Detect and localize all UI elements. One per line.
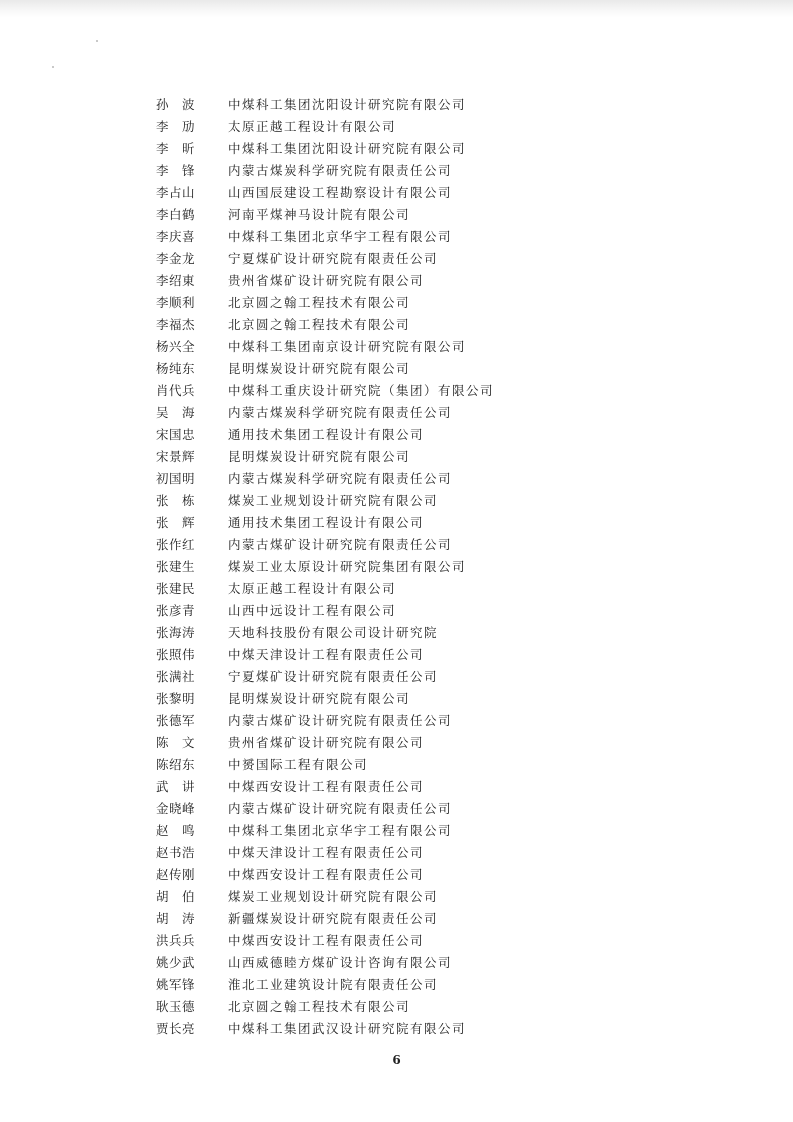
organization: 贵州省煤矿设计研究院有限公司	[228, 273, 425, 288]
list-item	[156, 555, 494, 577]
list-item	[156, 577, 494, 599]
person-name: 赵 鸣	[156, 823, 196, 838]
organization: 山西威德睦方煤矿设计咨询有限公司	[228, 955, 453, 970]
person-name: 孙 波	[156, 97, 196, 112]
organization: 内蒙古煤矿设计研究院有限责任公司	[228, 713, 453, 728]
person-name: 张黎明	[156, 691, 196, 706]
person-name: 李占山	[156, 185, 196, 200]
organization: 贵州省煤矿设计研究院有限公司	[228, 735, 425, 750]
organization: 河南平煤神马设计院有限公司	[228, 207, 411, 222]
person-name: 张德军	[156, 713, 196, 728]
list-item	[156, 423, 494, 445]
organization: 山西国辰建设工程勘察设计有限公司	[228, 185, 453, 200]
list-item	[156, 775, 494, 797]
expert-list	[156, 93, 494, 1039]
person-name: 张建民	[156, 581, 196, 596]
list-item	[156, 203, 494, 225]
scan-speck	[96, 40, 98, 42]
person-name: 杨纯东	[156, 361, 196, 376]
list-item	[156, 291, 494, 313]
list-item	[156, 1017, 494, 1039]
person-name: 胡 涛	[156, 911, 196, 926]
organization: 煤炭工业太原设计研究院集团有限公司	[228, 559, 467, 574]
person-name: 李福杰	[156, 317, 196, 332]
list-item	[156, 973, 494, 995]
list-item	[156, 709, 494, 731]
list-item	[156, 907, 494, 929]
organization: 昆明煤炭设计研究院有限公司	[228, 361, 411, 376]
list-item	[156, 533, 494, 555]
organization: 煤炭工业规划设计研究院有限公司	[228, 493, 439, 508]
person-name: 李庆喜	[156, 229, 196, 244]
organization: 通用技术集团工程设计有限公司	[228, 427, 425, 442]
list-item	[156, 137, 494, 159]
organization: 北京圆之翰工程技术有限公司	[228, 999, 411, 1014]
list-item	[156, 731, 494, 753]
person-name: 赵书浩	[156, 845, 196, 860]
organization: 内蒙古煤炭科学研究院有限责任公司	[228, 163, 453, 178]
person-name: 宋景辉	[156, 449, 196, 464]
list-item	[156, 269, 494, 291]
person-name: 张海涛	[156, 625, 196, 640]
person-name: 李绍東	[156, 273, 196, 288]
organization: 中煤科工重庆设计研究院（集团）有限公司	[228, 383, 495, 398]
organization: 新疆煤炭设计研究院有限责任公司	[228, 911, 439, 926]
list-item	[156, 335, 494, 357]
list-item	[156, 841, 494, 863]
organization: 宁夏煤矿设计研究院有限责任公司	[228, 251, 439, 266]
list-item	[156, 599, 494, 621]
list-item	[156, 621, 494, 643]
page-number: 6	[392, 1053, 401, 1067]
organization: 中煤天津设计工程有限责任公司	[228, 845, 425, 860]
scan-speck	[52, 66, 54, 68]
person-name: 李金龙	[156, 251, 196, 266]
list-item	[156, 247, 494, 269]
person-name: 李 劢	[156, 119, 196, 134]
list-item	[156, 467, 494, 489]
list-item	[156, 797, 494, 819]
list-item	[156, 665, 494, 687]
organization: 通用技术集团工程设计有限公司	[228, 515, 425, 530]
organization: 内蒙古煤矿设计研究院有限责任公司	[228, 537, 453, 552]
person-name: 贾长亮	[156, 1021, 196, 1036]
person-name: 陈绍东	[156, 757, 196, 772]
organization: 中煤科工集团北京华宇工程有限公司	[228, 229, 453, 244]
person-name: 张建生	[156, 559, 196, 574]
organization: 中煤西安设计工程有限责任公司	[228, 779, 425, 794]
organization: 太原正越工程设计有限公司	[228, 119, 397, 134]
organization: 内蒙古煤矿设计研究院有限责任公司	[228, 801, 453, 816]
list-item	[156, 115, 494, 137]
list-item	[156, 819, 494, 841]
person-name: 吴 海	[156, 405, 196, 420]
organization: 中煤西安设计工程有限责任公司	[228, 867, 425, 882]
list-item	[156, 643, 494, 665]
list-item	[156, 357, 494, 379]
organization: 宁夏煤矿设计研究院有限责任公司	[228, 669, 439, 684]
organization: 中赟国际工程有限公司	[228, 757, 369, 772]
list-item	[156, 995, 494, 1017]
list-item	[156, 181, 494, 203]
person-name: 张 栋	[156, 493, 196, 508]
organization: 中煤天津设计工程有限责任公司	[228, 647, 425, 662]
organization: 中煤科工集团武汉设计研究院有限公司	[228, 1021, 467, 1036]
person-name: 李 昕	[156, 141, 196, 156]
list-item	[156, 951, 494, 973]
list-item	[156, 313, 494, 335]
organization: 天地科技股份有限公司设计研究院	[228, 625, 439, 640]
list-item	[156, 159, 494, 181]
list-item	[156, 929, 494, 951]
person-name: 姚军锋	[156, 977, 196, 992]
organization: 内蒙古煤炭科学研究院有限责任公司	[228, 471, 453, 486]
list-item	[156, 225, 494, 247]
person-name: 张满社	[156, 669, 196, 684]
person-name: 张彦青	[156, 603, 196, 618]
person-name: 赵传刚	[156, 867, 196, 882]
person-name: 李白鹤	[156, 207, 196, 222]
list-item	[156, 687, 494, 709]
organization: 中煤科工集团南京设计研究院有限公司	[228, 339, 467, 354]
list-item	[156, 863, 494, 885]
organization: 中煤科工集团北京华宇工程有限公司	[228, 823, 453, 838]
person-name: 张 辉	[156, 515, 196, 530]
person-name: 肖代兵	[156, 383, 196, 398]
organization: 淮北工业建筑设计院有限责任公司	[228, 977, 439, 992]
list-item	[156, 401, 494, 423]
organization: 昆明煤炭设计研究院有限公司	[228, 449, 411, 464]
organization: 太原正越工程设计有限公司	[228, 581, 397, 596]
person-name: 耿玉德	[156, 999, 196, 1014]
person-name: 姚少武	[156, 955, 196, 970]
list-item	[156, 511, 494, 533]
organization: 中煤西安设计工程有限责任公司	[228, 933, 425, 948]
list-item	[156, 753, 494, 775]
person-name: 张作红	[156, 537, 196, 552]
person-name: 宋国忠	[156, 427, 196, 442]
organization: 中煤科工集团沈阳设计研究院有限公司	[228, 141, 467, 156]
person-name: 胡 伯	[156, 889, 196, 904]
organization: 煤炭工业规划设计研究院有限公司	[228, 889, 439, 904]
person-name: 张照伟	[156, 647, 196, 662]
person-name: 李顺利	[156, 295, 196, 310]
scan-edge-shading	[0, 0, 793, 18]
list-item	[156, 489, 494, 511]
list-item	[156, 93, 494, 115]
person-name: 武 讲	[156, 779, 196, 794]
organization: 北京圆之翰工程技术有限公司	[228, 295, 411, 310]
person-name: 洪兵兵	[156, 933, 196, 948]
list-item	[156, 885, 494, 907]
organization: 北京圆之翰工程技术有限公司	[228, 317, 411, 332]
organization: 内蒙古煤炭科学研究院有限责任公司	[228, 405, 453, 420]
list-item	[156, 445, 494, 467]
person-name: 李 锋	[156, 163, 196, 178]
organization: 山西中远设计工程有限公司	[228, 603, 397, 618]
list-item	[156, 379, 494, 401]
person-name: 陈 文	[156, 735, 196, 750]
organization: 中煤科工集团沈阳设计研究院有限公司	[228, 97, 467, 112]
person-name: 初国明	[156, 471, 196, 486]
person-name: 金晓峰	[156, 801, 196, 816]
person-name: 杨兴全	[156, 339, 196, 354]
organization: 昆明煤炭设计研究院有限公司	[228, 691, 411, 706]
